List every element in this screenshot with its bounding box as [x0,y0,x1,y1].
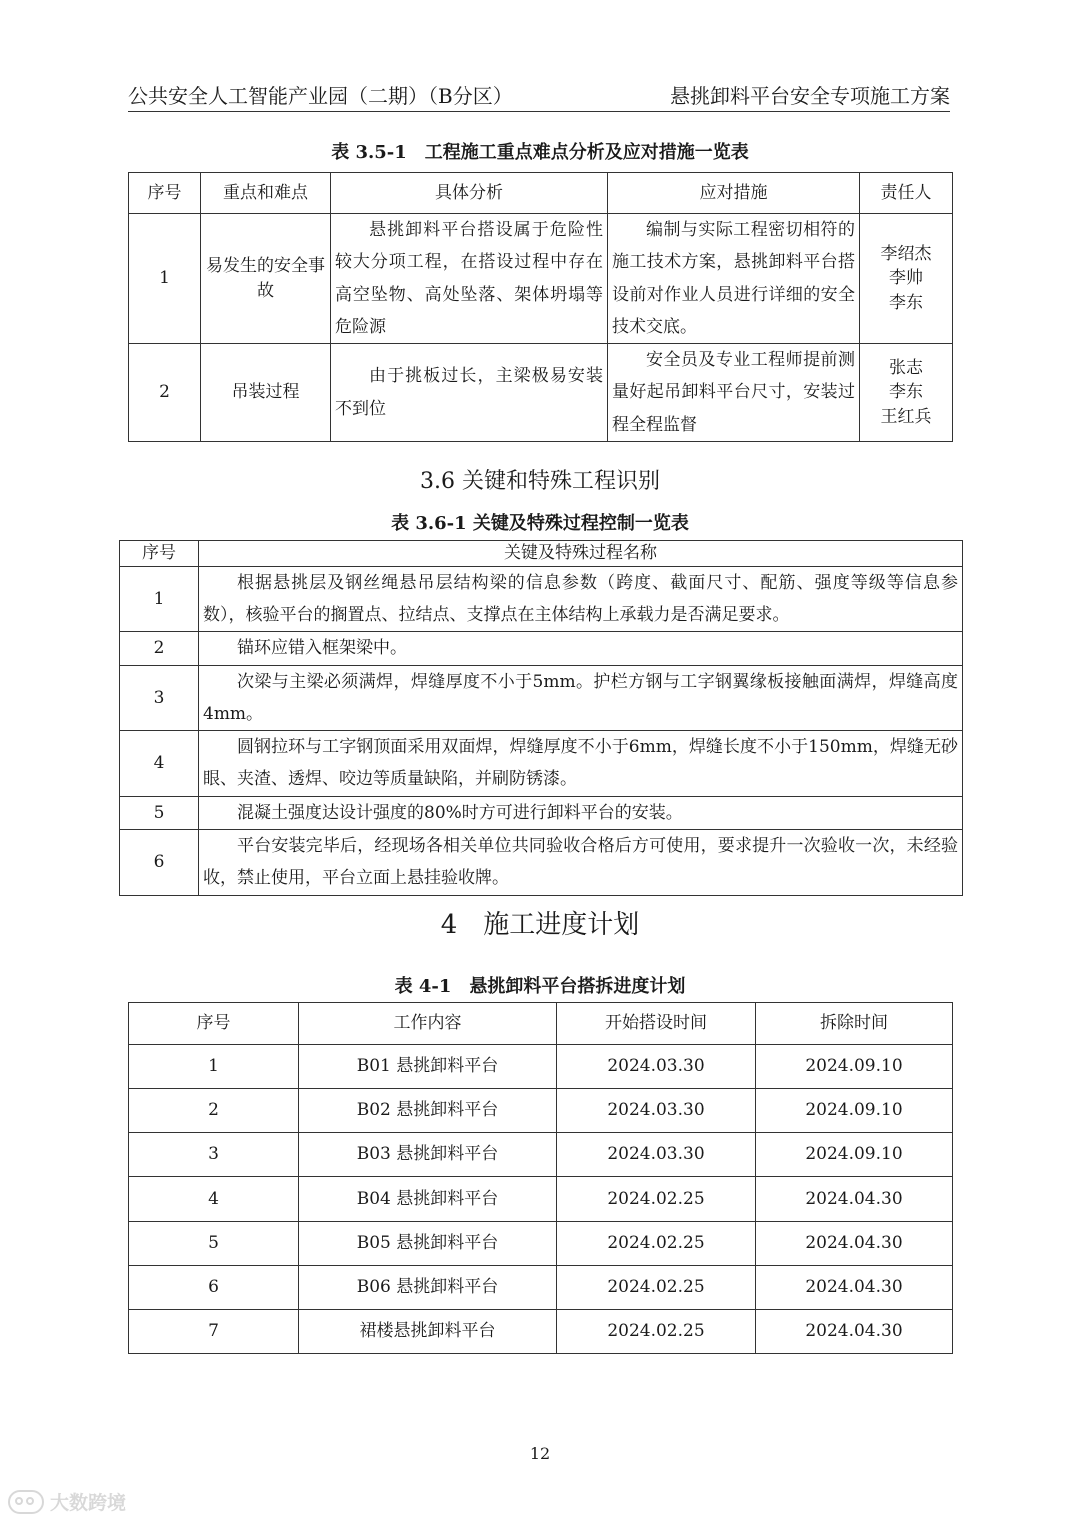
person-name: 李东 [889,382,923,403]
watermark-text: 大数跨境 [50,1492,127,1514]
row-number: 4 [120,731,199,797]
chat-bubble-icon [8,1490,44,1514]
process-text: 根据悬挑层及钢丝绳悬吊层结构梁的信息参数（跨度、截面尺寸、配筋、强度等级等信息参数），核验平台的搁置点、拉结点、支撑点在主体结构上承载力是否满足要求。 [199,566,963,632]
removal-date: 2024.04.30 [756,1177,953,1222]
table2-header-cell: 序号 [120,541,199,567]
table3-header-cell: 开始搭设时间 [557,1003,756,1045]
measure-text: 安全员及专业工程师提前测量好起吊卸料平台尺寸，安装过程全程监督 [608,344,860,442]
removal-date: 2024.04.30 [756,1222,953,1266]
table1-header-cell: 序号 [129,173,201,214]
start-date: 2024.03.30 [557,1045,756,1089]
watermark [8,1488,126,1515]
table-row [129,344,953,442]
header-project-name: 公共安全人工智能产业园（二期）（B分区） [128,84,513,108]
table3-header-row [129,1003,953,1045]
start-date: 2024.03.30 [557,1089,756,1133]
table-row [129,1222,953,1266]
person-name: 王红兵 [880,406,932,427]
row-number: 1 [120,566,199,632]
table2-header-cell: 关键及特殊过程名称 [199,541,963,567]
work-content: B03 悬挑卸料平台 [299,1133,557,1177]
process-text: 次梁与主梁必须满焊，焊缝厚度不小于5mm。护栏方钢与工字钢翼缘板接触面满焊，焊缝高度4mm。 [199,665,963,731]
start-date: 2024.03.30 [557,1133,756,1177]
table3-header-cell: 拆除时间 [756,1003,953,1045]
responsible-persons [860,344,953,442]
removal-date: 2024.09.10 [756,1133,953,1177]
removal-date: 2024.09.10 [756,1089,953,1133]
difficulty-item: 易发生的安全事故 [201,214,331,344]
table-row [129,1045,953,1089]
person-name: 李东 [889,292,923,313]
table2-caption: 表 3.6-1 关键及特殊过程控制一览表 [391,513,689,534]
analysis-text: 由于挑板过长，主梁极易安装不到位 [331,344,608,442]
table-row [129,1089,953,1133]
row-number: 3 [120,665,199,731]
table-row [129,1266,953,1310]
row-number: 5 [120,796,199,829]
work-content: B05 悬挑卸料平台 [299,1222,557,1266]
table1-header-cell: 责任人 [860,173,953,214]
table-row [129,1133,953,1177]
start-date: 2024.02.25 [557,1266,756,1310]
table-row [129,214,953,344]
table-row [129,1310,953,1354]
start-date: 2024.02.25 [557,1177,756,1222]
process-text: 平台安装完毕后，经现场各相关单位共同验收合格后方可使用，要求提升一次验收一次，未经验收，禁止使用，平台立面上悬挂验收牌。 [199,830,963,896]
table1-header-cell: 具体分析 [331,173,608,214]
row-number: 3 [129,1133,299,1177]
row-number: 4 [129,1177,299,1222]
start-date: 2024.02.25 [557,1310,756,1354]
table-row [120,665,963,731]
table1-header-row [129,173,953,214]
work-content: B01 悬挑卸料平台 [299,1045,557,1089]
section-heading-4: 4 施工进度计划 [440,910,640,940]
process-text: 锚环应错入框架梁中。 [199,632,963,665]
difficulty-item: 吊装过程 [201,344,331,442]
table1-header-cell: 重点和难点 [201,173,331,214]
removal-date: 2024.04.30 [756,1266,953,1310]
start-date: 2024.02.25 [557,1222,756,1266]
table-row [129,1177,953,1222]
process-text: 混凝土强度达设计强度的80%时方可进行卸料平台的安装。 [199,796,963,829]
row-number: 7 [129,1310,299,1354]
responsible-persons [860,214,953,344]
page-header [128,78,950,112]
measure-text: 编制与实际工程密切相符的施工技术方案，悬挑卸料平台搭设前对作业人员进行详细的安全技术交底。 [608,214,860,344]
row-number: 2 [129,344,201,442]
table-row [120,632,963,665]
table3-header-cell: 工作内容 [299,1003,557,1045]
row-number: 6 [129,1266,299,1310]
row-number: 6 [120,830,199,896]
page-number: 12 [529,1444,551,1463]
table-key-difficulties [128,172,953,442]
work-content: 裙楼悬挑卸料平台 [299,1310,557,1354]
removal-date: 2024.09.10 [756,1045,953,1089]
table2-header-row [120,541,963,567]
table-schedule [128,1002,953,1354]
table1-caption: 表 3.5-1 工程施工重点难点分析及应对措施一览表 [331,142,749,163]
table-key-processes [119,540,963,896]
person-name: 李绍杰 [880,243,932,264]
section-heading-3-6: 3.6 关键和特殊工程识别 [420,469,660,494]
row-number: 2 [120,632,199,665]
work-content: B02 悬挑卸料平台 [299,1089,557,1133]
table-row [120,731,963,797]
analysis-text: 悬挑卸料平台搭设属于危险性较大分项工程，在搭设过程中存在高空坠物、高处坠落、架体坍塌等危险源 [331,214,608,344]
table3-header-cell: 序号 [129,1003,299,1045]
table1-header-cell: 应对措施 [608,173,860,214]
work-content: B06 悬挑卸料平台 [299,1266,557,1310]
table-row [120,566,963,632]
row-number: 2 [129,1089,299,1133]
person-name: 李帅 [889,268,923,289]
table-row [120,796,963,829]
header-document-title: 悬挑卸料平台安全专项施工方案 [670,84,950,108]
person-name: 张志 [889,357,923,378]
row-number: 1 [129,1045,299,1089]
row-number: 5 [129,1222,299,1266]
work-content: B04 悬挑卸料平台 [299,1177,557,1222]
table-row [120,830,963,896]
table3-caption: 表 4-1 悬挑卸料平台搭拆进度计划 [394,976,686,997]
process-text: 圆钢拉环与工字钢顶面采用双面焊，焊缝厚度不小于6mm，焊缝长度不小于150mm，焊缝无砂眼、夹渣、透焊、咬边等质量缺陷，并刷防锈漆。 [199,731,963,797]
removal-date: 2024.04.30 [756,1310,953,1354]
row-number: 1 [129,214,201,344]
